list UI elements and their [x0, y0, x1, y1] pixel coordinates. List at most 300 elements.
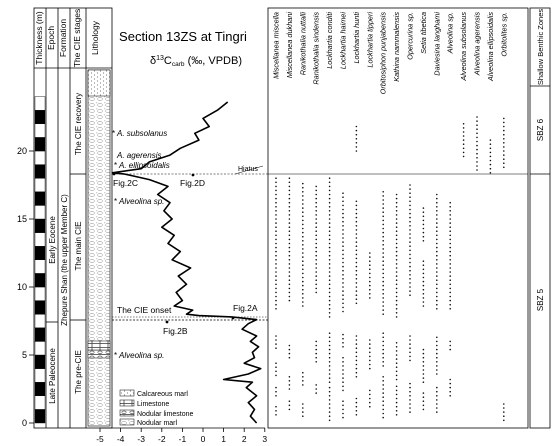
occurrence-dot — [342, 286, 344, 288]
occurrence-dot — [382, 240, 384, 242]
occurrence-dot — [396, 414, 398, 416]
occurrence-dot — [302, 216, 304, 218]
occurrence-dot — [396, 296, 398, 298]
occurrence-dot — [409, 233, 411, 235]
occurrence-dot — [302, 376, 304, 378]
occurrence-dot — [315, 190, 317, 192]
occurrence-dot — [302, 252, 304, 254]
occurrence-dot — [382, 228, 384, 230]
occurrence-dot — [382, 232, 384, 234]
occurrence-dot — [369, 390, 371, 392]
occurrence-dot — [423, 216, 425, 218]
occurrence-dot — [449, 341, 451, 343]
scale-bar-block — [35, 273, 45, 287]
d13c-tick-label: 2 — [241, 434, 247, 444]
occurrence-dot — [436, 411, 438, 413]
occurrence-dot — [449, 210, 451, 212]
occurrence-dot — [315, 206, 317, 208]
occurrence-dot — [302, 264, 304, 266]
lithology-legend — [120, 390, 194, 427]
occurrence-dot — [302, 207, 304, 209]
lithology-bed-limestone — [88, 341, 110, 350]
occurrence-dot — [329, 308, 331, 310]
occurrence-dot — [423, 260, 425, 262]
occurrence-dot — [356, 274, 358, 276]
occurrence-dot — [275, 339, 277, 341]
occurrence-dot — [369, 293, 371, 295]
occurrence-dot — [329, 304, 331, 306]
occurrence-dot — [275, 288, 277, 290]
occurrence-dot — [342, 201, 344, 203]
occurrence-dot — [342, 357, 344, 359]
occurrence-dot — [382, 236, 384, 238]
occurrence-dot — [356, 347, 358, 349]
occurrence-dot — [409, 383, 411, 385]
occurrence-dot — [503, 403, 505, 405]
occurrence-dot — [436, 296, 438, 298]
occurrence-dot — [476, 169, 478, 171]
occurrence-dot — [302, 256, 304, 258]
occurrence-dot — [449, 379, 451, 381]
occurrence-dot — [423, 400, 425, 402]
occurrence-dot — [382, 349, 384, 351]
occurrence-dot — [449, 206, 451, 208]
occurrence-dot — [382, 313, 384, 315]
occurrence-dot — [329, 288, 331, 290]
occurrence-dot — [315, 222, 317, 224]
occurrence-dot — [436, 373, 438, 375]
species-headers — [272, 12, 509, 95]
occurrence-dot — [396, 386, 398, 388]
occurrence-dot — [315, 194, 317, 196]
occurrence-dot — [423, 405, 425, 407]
occurrence-dot — [476, 157, 478, 159]
occurrence-dot — [503, 167, 505, 169]
occurrence-dot — [463, 131, 465, 133]
occurrence-dot — [382, 289, 384, 291]
species-header: Daviesina langhami — [432, 12, 442, 76]
occurrence-dot — [476, 153, 478, 155]
occurrence-dot — [449, 383, 451, 385]
scale-bar-block — [35, 97, 45, 111]
occurrence-dot — [409, 241, 411, 243]
occurrence-dot — [329, 222, 331, 224]
occurrence-dot — [329, 381, 331, 383]
occurrence-dot — [436, 387, 438, 389]
annot-a-ellipsoidalis: A. ellipsoidalis — [119, 161, 170, 170]
occurrence-dot — [409, 221, 411, 223]
occurrence-dot — [409, 407, 411, 409]
occurrence-dot — [275, 214, 277, 216]
occurrence-dot — [382, 216, 384, 218]
scale-bar-block — [35, 287, 45, 301]
occurrence-dot — [503, 150, 505, 152]
thickness-tick-label: 10 — [16, 282, 27, 292]
occurrence-dot — [382, 199, 384, 201]
occurrence-dot — [463, 156, 465, 158]
scale-bar-block — [35, 341, 45, 355]
occurrence-dot — [463, 143, 465, 145]
occurrence-dot — [356, 343, 358, 345]
fig2d-marker — [192, 174, 195, 177]
occurrence-dot — [396, 194, 398, 196]
occurrence-dot — [409, 395, 411, 397]
occurrence-dot — [302, 199, 304, 201]
occurrence-dot — [382, 220, 384, 222]
d13c-tick-label: -5 — [96, 434, 104, 444]
occurrence-dot — [275, 375, 277, 377]
species-header: Alveolina subsolanus — [459, 12, 469, 81]
occurrence-dot — [275, 198, 277, 200]
occurrence-dot — [329, 177, 331, 179]
occurrence-dot — [302, 281, 304, 283]
occurrence-dot — [423, 273, 425, 275]
occurrence-dot — [289, 384, 291, 386]
occurrence-dot — [289, 345, 291, 347]
occurrence-dot — [396, 230, 398, 232]
occurrence-dot — [356, 398, 358, 400]
occurrence-dot — [449, 230, 451, 232]
occurrence-dot — [329, 357, 331, 359]
occurrence-dot — [315, 357, 317, 359]
occurrence-dot — [302, 305, 304, 307]
occurrence-dot — [409, 245, 411, 247]
occurrence-dot — [329, 316, 331, 318]
occurrence-dot — [356, 298, 358, 300]
occurrence-dot — [289, 279, 291, 281]
occurrence-dot — [289, 210, 291, 212]
occurrence-dot — [490, 139, 492, 141]
occurrence-dot — [382, 392, 384, 394]
species-occurrences — [275, 116, 504, 421]
occurrence-dot — [490, 160, 492, 162]
occurrence-dot — [436, 279, 438, 281]
occurrence-dot — [369, 406, 371, 408]
occurrence-dot — [329, 369, 331, 371]
occurrence-dot — [342, 400, 344, 402]
species-header: Orbitosiphon punjabensis — [378, 12, 388, 95]
zone-sbz6: SBZ 6 — [536, 118, 545, 142]
occurrence-dot — [342, 229, 344, 231]
scale-bar-block — [35, 165, 45, 179]
occurrence-dot — [369, 343, 371, 345]
occurrence-dot — [289, 357, 291, 359]
occurrence-dot — [382, 285, 384, 287]
occurrence-dot — [289, 300, 291, 302]
occurrence-dot — [382, 203, 384, 205]
species-header: Miscellanea dukhani — [284, 12, 294, 79]
occurrence-dot — [315, 288, 317, 290]
occurrence-dot — [329, 235, 331, 237]
occurrence-dot — [409, 254, 411, 256]
occurrence-dot — [329, 226, 331, 228]
occurrence-dot — [436, 251, 438, 253]
occurrence-dot — [342, 342, 344, 344]
occurrence-dot — [356, 229, 358, 231]
occurrence-dot — [289, 267, 291, 269]
occurrence-dot — [289, 284, 291, 286]
occurrence-dot — [436, 395, 438, 397]
species-header: Opercurina sp. — [405, 12, 415, 60]
occurrence-dot — [356, 209, 358, 211]
occurrence-dot — [436, 284, 438, 286]
occurrence-dot — [356, 414, 358, 416]
occurrence-dot — [423, 305, 425, 307]
occurrence-dot — [436, 308, 438, 310]
occurrence-dot — [423, 381, 425, 383]
species-header: Alveolina sp. — [445, 12, 455, 54]
occurrence-dot — [396, 275, 398, 277]
occurrence-dot — [436, 239, 438, 241]
occurrence-dot — [275, 279, 277, 281]
occurrence-dot — [329, 267, 331, 269]
occurrence-dot — [409, 250, 411, 252]
occurrence-dot — [503, 118, 505, 120]
occurrence-dot — [396, 239, 398, 241]
occurrence-dot — [302, 187, 304, 189]
occurrence-dot — [356, 130, 358, 132]
occurrence-dot — [315, 235, 317, 237]
occurrence-dot — [503, 154, 505, 156]
occurrence-dot — [289, 235, 291, 237]
occurrence-dot — [356, 146, 358, 148]
occurrence-dot — [356, 258, 358, 260]
occurrence-dot — [396, 410, 398, 412]
occurrence-dot — [302, 384, 304, 386]
occurrence-dot — [329, 202, 331, 204]
occurrence-dot — [342, 217, 344, 219]
occurrence-dot — [356, 217, 358, 219]
scale-bar-block — [35, 301, 45, 315]
occurrence-dot — [289, 263, 291, 265]
occurrence-dot — [315, 218, 317, 220]
annot-a-agerensis: A. agerensis — [117, 151, 162, 160]
occurrence-dot — [275, 177, 277, 179]
occurrence-dot — [423, 357, 425, 359]
occurrence-dot — [356, 290, 358, 292]
occurrence-dot — [369, 260, 371, 262]
occurrence-dot — [409, 352, 411, 354]
occurrence-dot — [356, 278, 358, 280]
occurrence-dot — [275, 366, 277, 368]
occurrence-dot — [409, 213, 411, 215]
legend-label-nodular-marl: Nodular marl — [137, 420, 178, 427]
occurrence-dot — [369, 356, 371, 358]
annot-a-subsolanus-star: * — [112, 129, 116, 138]
occurrence-dot — [423, 207, 425, 209]
occurrence-dot — [436, 271, 438, 273]
occurrence-dot — [396, 366, 398, 368]
occurrence-dot — [490, 156, 492, 158]
occurrence-dot — [449, 391, 451, 393]
occurrence-dot — [342, 390, 344, 392]
occurrence-dot — [369, 256, 371, 258]
occurrence-dot — [342, 278, 344, 280]
scale-bar-block — [35, 233, 45, 247]
occurrence-dot — [302, 232, 304, 234]
occurrence-dot — [369, 281, 371, 283]
occurrence-dot — [436, 218, 438, 220]
occurrence-dot — [369, 285, 371, 287]
occurrence-dot — [490, 143, 492, 145]
annot-a-ellipsoidalis-star: * — [114, 161, 118, 170]
occurrence-dot — [329, 279, 331, 281]
occurrence-dot — [449, 304, 451, 306]
occurrence-dot — [436, 230, 438, 232]
occurrence-dot — [382, 244, 384, 246]
occurrence-dot — [289, 271, 291, 273]
occurrence-dot — [436, 399, 438, 401]
occurrence-dot — [382, 365, 384, 367]
legend-swatch-nodular-limestone — [120, 410, 134, 416]
occurrence-dot — [356, 335, 358, 337]
cie-stage-main-cie: The main CIE — [74, 221, 83, 271]
occurrence-dot — [302, 380, 304, 382]
species-header: Orbitolites sp. — [499, 12, 509, 57]
occurrence-dot — [302, 293, 304, 295]
occurrence-dot — [275, 235, 277, 237]
occurrence-dot — [396, 247, 398, 249]
occurrence-dot — [356, 303, 358, 305]
occurrence-dot — [476, 145, 478, 147]
cie-stage-recovery: The CIE recovery — [74, 92, 83, 156]
species-header: Miscellanea miscella — [271, 12, 281, 79]
occurrence-dot — [302, 411, 304, 413]
occurrence-dot — [409, 262, 411, 264]
occurrence-dot — [356, 254, 358, 256]
occurrence-dot — [382, 357, 384, 359]
occurrence-dot — [449, 218, 451, 220]
occurrence-dot — [329, 391, 331, 393]
occurrence-dot — [396, 342, 398, 344]
occurrence-dot — [356, 352, 358, 354]
occurrence-dot — [396, 358, 398, 360]
occurrence-dot — [289, 388, 291, 390]
occurrence-dot — [476, 128, 478, 130]
cie-stage-pre-cie: The pre-CIE — [74, 350, 83, 394]
occurrence-dot — [329, 353, 331, 355]
occurrence-dot — [382, 345, 384, 347]
occurrence-dot — [476, 133, 478, 135]
occurrence-dot — [396, 308, 398, 310]
fig2d-label: Fig.2D — [180, 178, 206, 188]
annot-alveolina-mid-star: * — [114, 197, 118, 206]
occurrence-dot — [449, 349, 451, 351]
occurrence-dot — [275, 251, 277, 253]
occurrence-dot — [302, 248, 304, 250]
scale-bar-block — [35, 205, 45, 219]
header-cie-stages: The CIE stages — [72, 8, 82, 68]
occurrence-dot — [275, 406, 277, 408]
occurrence-dot — [423, 293, 425, 295]
occurrence-dot — [342, 254, 344, 256]
occurrence-dot — [396, 304, 398, 306]
fig2a-marker — [232, 317, 235, 320]
occurrence-dot — [436, 403, 438, 405]
occurrence-dot — [382, 252, 384, 254]
legend-label-calcareous-marl: Calcareous marl — [137, 391, 188, 398]
occurrence-dot — [382, 264, 384, 266]
occurrence-dot — [329, 251, 331, 253]
species-header: Lockhartia hunti — [351, 12, 361, 64]
occurrence-dot — [409, 270, 411, 272]
occurrence-dot — [436, 353, 438, 355]
occurrence-dot — [382, 207, 384, 209]
occurrence-dot — [382, 211, 384, 213]
occurrence-dot — [356, 142, 358, 144]
occurrence-dot — [449, 259, 451, 261]
occurrence-dot — [449, 263, 451, 265]
occurrence-dot — [356, 150, 358, 152]
occurrence-dot — [289, 380, 291, 382]
occurrence-dot — [329, 361, 331, 363]
occurrence-dot — [289, 400, 291, 402]
occurrence-dot — [449, 279, 451, 281]
occurrence-dot — [302, 301, 304, 303]
occurrence-dot — [409, 403, 411, 405]
occurrence-dot — [436, 226, 438, 228]
occurrence-dot — [476, 116, 478, 118]
occurrence-dot — [275, 210, 277, 212]
cie-onset-label: The CIE onset — [117, 305, 172, 315]
occurrence-dot — [369, 277, 371, 279]
occurrence-dot — [396, 271, 398, 273]
occurrence-dot — [396, 346, 398, 348]
occurrence-dot — [382, 277, 384, 279]
occurrence-dot — [329, 411, 331, 413]
header-lithology: Lithology — [90, 20, 100, 56]
occurrence-dot — [369, 264, 371, 266]
occurrence-dot — [329, 387, 331, 389]
occurrence-dot — [329, 296, 331, 298]
d13c-tick-label: 0 — [200, 434, 206, 444]
occurrence-dot — [329, 190, 331, 192]
occurrence-dot — [382, 224, 384, 226]
species-header: Lockhartia conditi — [325, 12, 335, 69]
occurrence-dot — [275, 347, 277, 349]
occurrence-dot — [289, 243, 291, 245]
occurrence-dot — [503, 126, 505, 128]
occurrence-dot — [329, 365, 331, 367]
occurrence-dot — [382, 380, 384, 382]
occurrence-dot — [409, 399, 411, 401]
occurrence-dot — [449, 235, 451, 237]
occurrence-dot — [342, 221, 344, 223]
occurrence-dot — [409, 347, 411, 349]
occurrence-dot — [382, 195, 384, 197]
occurrence-dot — [423, 281, 425, 283]
occurrence-dot — [396, 398, 398, 400]
occurrence-dot — [315, 239, 317, 241]
occurrence-dot — [503, 146, 505, 148]
occurrence-dot — [302, 240, 304, 242]
occurrence-dot — [356, 221, 358, 223]
occurrence-dot — [463, 139, 465, 141]
occurrence-dot — [302, 407, 304, 409]
occurrence-dot — [436, 341, 438, 343]
occurrence-dot — [275, 410, 277, 412]
occurrence-dot — [342, 373, 344, 375]
occurrence-dot — [396, 288, 398, 290]
occurrence-dot — [503, 138, 505, 140]
occurrence-dot — [382, 293, 384, 295]
occurrence-dot — [275, 308, 277, 310]
annot-alveolina-low-star: * — [114, 351, 118, 360]
occurrence-dot — [409, 192, 411, 194]
occurrence-dot — [342, 417, 344, 419]
occurrence-dot — [490, 148, 492, 150]
occurrence-dot — [302, 372, 304, 374]
